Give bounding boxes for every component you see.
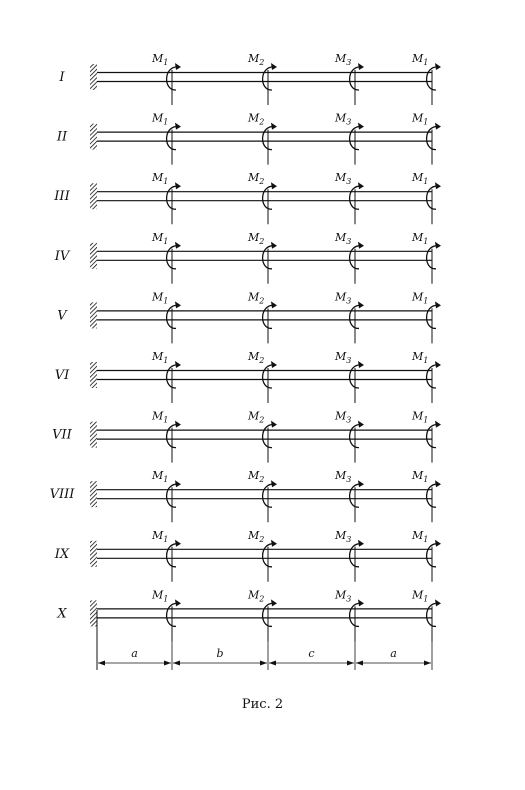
moment-label: $M_1$ xyxy=(152,588,169,604)
torque-arrowhead xyxy=(175,480,181,487)
torque-arc xyxy=(350,424,362,447)
torque-arrowhead xyxy=(271,182,277,189)
moment-label: $M_1$ xyxy=(412,588,429,604)
torque-symbol xyxy=(411,529,441,582)
torque-symbol xyxy=(334,529,364,582)
torque-arrowhead xyxy=(175,182,181,189)
moment-label: $M_3$ xyxy=(335,409,352,425)
moment-label: $M_2$ xyxy=(248,52,265,67)
torque-symbol xyxy=(151,469,181,522)
torque-symbol xyxy=(334,112,364,165)
moment-label: $M_3$ xyxy=(335,350,352,365)
shaft-row xyxy=(52,410,441,463)
torque-arc xyxy=(263,246,275,269)
fixed-support-hatch xyxy=(90,183,97,209)
torque-symbol xyxy=(151,171,181,224)
torque-arc xyxy=(427,305,439,328)
torque-arc xyxy=(263,365,275,388)
torque-arc xyxy=(427,603,439,626)
dimension-label: a xyxy=(131,647,138,660)
shaft-row xyxy=(57,290,441,343)
torque-arc xyxy=(350,484,362,507)
moment-label: $M_3$ xyxy=(335,588,352,604)
torque-arrowhead xyxy=(435,242,441,249)
torque-arc xyxy=(167,126,179,149)
moment-label: $M_3$ xyxy=(335,230,352,246)
figure-caption: Рис. 2 xyxy=(241,697,284,712)
dimension-arrow xyxy=(424,661,431,666)
torque-arc xyxy=(263,544,275,567)
torque-arc xyxy=(263,305,275,328)
dimension-arrow xyxy=(98,661,105,666)
moment-label: $M_1$ xyxy=(152,528,169,544)
row-label: IV xyxy=(54,248,70,264)
torque-symbol xyxy=(151,290,181,343)
dimension-arrow xyxy=(347,661,354,666)
torque-arc xyxy=(350,186,362,209)
torque-arc xyxy=(427,186,439,209)
torque-arc xyxy=(167,544,179,567)
torque-arrowhead xyxy=(358,242,364,249)
fixed-support-hatch xyxy=(90,302,97,328)
row-label: V xyxy=(57,308,67,324)
moment-label: $M_1$ xyxy=(412,469,429,485)
torque-arc xyxy=(167,246,179,269)
torque-arrowhead xyxy=(358,182,364,189)
torque-symbol xyxy=(247,410,277,463)
torque-arc xyxy=(167,365,179,388)
dimension-label: b xyxy=(216,647,224,660)
torque-symbol xyxy=(334,290,364,343)
torque-arrowhead xyxy=(175,540,181,547)
torque-symbol xyxy=(247,231,277,284)
torque-arrowhead xyxy=(271,540,277,547)
torque-arrowhead xyxy=(271,63,277,70)
torque-arc xyxy=(350,126,362,149)
torque-arrowhead xyxy=(175,599,181,606)
dimension-label: c xyxy=(308,647,315,660)
torque-symbol xyxy=(151,350,181,403)
torque-arc xyxy=(350,603,362,626)
torque-arrowhead xyxy=(271,421,277,428)
torque-symbol xyxy=(411,350,441,403)
torque-symbol xyxy=(411,112,441,165)
torque-arc xyxy=(263,126,275,149)
torque-symbol xyxy=(151,112,181,165)
torque-arrowhead xyxy=(175,301,181,308)
fixed-support-hatch xyxy=(90,422,97,448)
torque-arc xyxy=(167,484,179,507)
torque-arrowhead xyxy=(271,123,277,130)
torque-symbol xyxy=(247,112,277,165)
moment-label: $M_1$ xyxy=(412,111,429,127)
moment-label: $M_1$ xyxy=(412,350,429,365)
torque-arc xyxy=(167,67,179,90)
torque-arc xyxy=(427,484,439,507)
moment-label: $M_3$ xyxy=(335,171,352,187)
torque-symbol xyxy=(411,469,441,522)
torque-arrowhead xyxy=(271,301,277,308)
torque-arrowhead xyxy=(435,540,441,547)
row-label: II xyxy=(56,129,68,145)
torque-arc xyxy=(427,67,439,90)
torque-symbol xyxy=(411,410,441,463)
torque-arrowhead xyxy=(435,63,441,70)
torque-symbol xyxy=(334,588,364,641)
torque-arrowhead xyxy=(175,63,181,70)
torque-symbol xyxy=(334,52,364,105)
moment-label: $M_2$ xyxy=(248,171,265,187)
torque-arc xyxy=(263,603,275,626)
torque-arrowhead xyxy=(271,242,277,249)
moment-label: $M_1$ xyxy=(412,52,429,67)
row-label: X xyxy=(57,606,67,622)
torque-arrowhead xyxy=(435,182,441,189)
moment-label: $M_3$ xyxy=(335,111,352,127)
torque-arrowhead xyxy=(358,421,364,428)
torque-symbol xyxy=(411,52,441,105)
moment-label: $M_1$ xyxy=(152,469,169,485)
row-label: VI xyxy=(54,368,70,383)
fixed-support-hatch xyxy=(90,124,97,150)
torque-arrowhead xyxy=(358,361,364,368)
moment-label: $M_1$ xyxy=(152,409,169,425)
moment-label: $M_1$ xyxy=(412,528,429,544)
moment-label: $M_1$ xyxy=(152,290,169,306)
torque-symbol xyxy=(247,350,277,403)
fixed-support-hatch xyxy=(90,243,97,269)
torque-arrowhead xyxy=(175,123,181,130)
shaft-row xyxy=(56,588,441,641)
moment-label: $M_2$ xyxy=(248,230,265,246)
torque-arc xyxy=(427,126,439,149)
torque-arrowhead xyxy=(175,242,181,249)
torque-arrowhead xyxy=(435,301,441,308)
torque-arrowhead xyxy=(358,540,364,547)
moment-label: $M_1$ xyxy=(152,52,169,67)
fixed-support-hatch xyxy=(90,600,97,626)
torque-symbol xyxy=(151,588,181,641)
torque-symbol xyxy=(247,171,277,224)
torque-arc xyxy=(350,544,362,567)
torque-arrowhead xyxy=(271,480,277,487)
torque-symbol xyxy=(411,290,441,343)
row-label: VII xyxy=(52,427,72,443)
moment-label: $M_3$ xyxy=(335,52,352,67)
row-label: I xyxy=(59,70,65,85)
torque-symbol xyxy=(247,290,277,343)
fixed-support-hatch xyxy=(90,362,97,388)
shaft-row xyxy=(58,52,441,105)
torque-arrowhead xyxy=(358,599,364,606)
fixed-support-hatch xyxy=(90,481,97,507)
shaft-row xyxy=(54,529,441,582)
torque-arc xyxy=(263,424,275,447)
torque-arrowhead xyxy=(175,361,181,368)
dimension-arrow xyxy=(173,661,180,666)
moment-label: $M_3$ xyxy=(335,290,352,306)
moment-label: $M_1$ xyxy=(412,230,429,246)
dimension-label: a xyxy=(390,647,397,660)
torque-arrowhead xyxy=(271,599,277,606)
torque-arc xyxy=(263,67,275,90)
torque-arrowhead xyxy=(435,123,441,130)
moment-label: $M_1$ xyxy=(152,171,169,187)
torque-arc xyxy=(350,365,362,388)
torque-symbol xyxy=(151,231,181,284)
torque-symbol xyxy=(334,350,364,403)
shaft-row xyxy=(56,112,441,165)
torque-arrowhead xyxy=(435,421,441,428)
torque-arc xyxy=(427,246,439,269)
shaft-row xyxy=(54,231,441,284)
torque-arc xyxy=(350,246,362,269)
torque-arrowhead xyxy=(435,361,441,368)
fixed-support-hatch xyxy=(90,64,97,90)
torque-arc xyxy=(427,365,439,388)
moment-label: $M_1$ xyxy=(412,409,429,425)
torque-arc xyxy=(350,305,362,328)
torque-symbol xyxy=(411,231,441,284)
shaft-row xyxy=(50,469,441,522)
torque-arrowhead xyxy=(358,301,364,308)
torque-arrowhead xyxy=(175,421,181,428)
moment-label: $M_2$ xyxy=(248,528,265,544)
torque-symbol xyxy=(334,231,364,284)
moment-label: $M_2$ xyxy=(248,409,265,425)
moment-label: $M_3$ xyxy=(335,469,352,485)
torque-arc xyxy=(263,186,275,209)
torque-symbol xyxy=(151,410,181,463)
dimension-arrow xyxy=(356,661,363,666)
torque-symbol xyxy=(334,171,364,224)
moment-label: $M_3$ xyxy=(335,528,352,544)
fixed-support-hatch xyxy=(90,541,97,567)
torque-arc xyxy=(167,603,179,626)
moment-label: $M_2$ xyxy=(248,588,265,604)
moment-label: $M_1$ xyxy=(412,171,429,187)
moment-label: $M_1$ xyxy=(152,350,169,365)
row-label: III xyxy=(54,189,70,205)
shaft-row xyxy=(55,350,441,403)
torque-symbol xyxy=(411,171,441,224)
torque-arc xyxy=(263,484,275,507)
moment-label: $M_2$ xyxy=(248,290,265,306)
torque-symbol xyxy=(151,52,181,105)
moment-label: $M_2$ xyxy=(248,469,265,485)
torque-arrowhead xyxy=(435,480,441,487)
torque-symbol xyxy=(411,588,441,641)
dimension-chain xyxy=(97,610,432,670)
moment-label: $M_2$ xyxy=(248,111,265,127)
shaft-row xyxy=(53,171,441,224)
moment-label: $M_2$ xyxy=(248,350,265,365)
moment-label: $M_1$ xyxy=(412,290,429,306)
shaft-rows xyxy=(50,52,441,641)
torque-arrowhead xyxy=(358,63,364,70)
dimension-arrow xyxy=(260,661,267,666)
torque-arc xyxy=(427,544,439,567)
row-label: IX xyxy=(54,546,70,562)
torque-symbol xyxy=(247,588,277,641)
dimension-arrow xyxy=(269,661,276,666)
torque-symbol xyxy=(334,410,364,463)
torque-arrowhead xyxy=(271,361,277,368)
dimension-lines xyxy=(97,610,432,670)
torque-arc xyxy=(167,424,179,447)
torque-arc xyxy=(167,186,179,209)
torque-symbol xyxy=(247,469,277,522)
torque-symbol xyxy=(334,469,364,522)
torque-arc xyxy=(427,424,439,447)
torque-symbol xyxy=(247,529,277,582)
torque-arc xyxy=(350,67,362,90)
torque-arc xyxy=(167,305,179,328)
row-label: VIII xyxy=(49,487,75,503)
torque-arrowhead xyxy=(435,599,441,606)
torque-symbol xyxy=(151,529,181,582)
moment-label: $M_1$ xyxy=(152,111,169,127)
torque-symbol xyxy=(247,52,277,105)
dimension-arrow xyxy=(164,661,171,666)
moment-label: $M_1$ xyxy=(152,230,169,246)
torque-arrowhead xyxy=(358,480,364,487)
torque-arrowhead xyxy=(358,123,364,130)
